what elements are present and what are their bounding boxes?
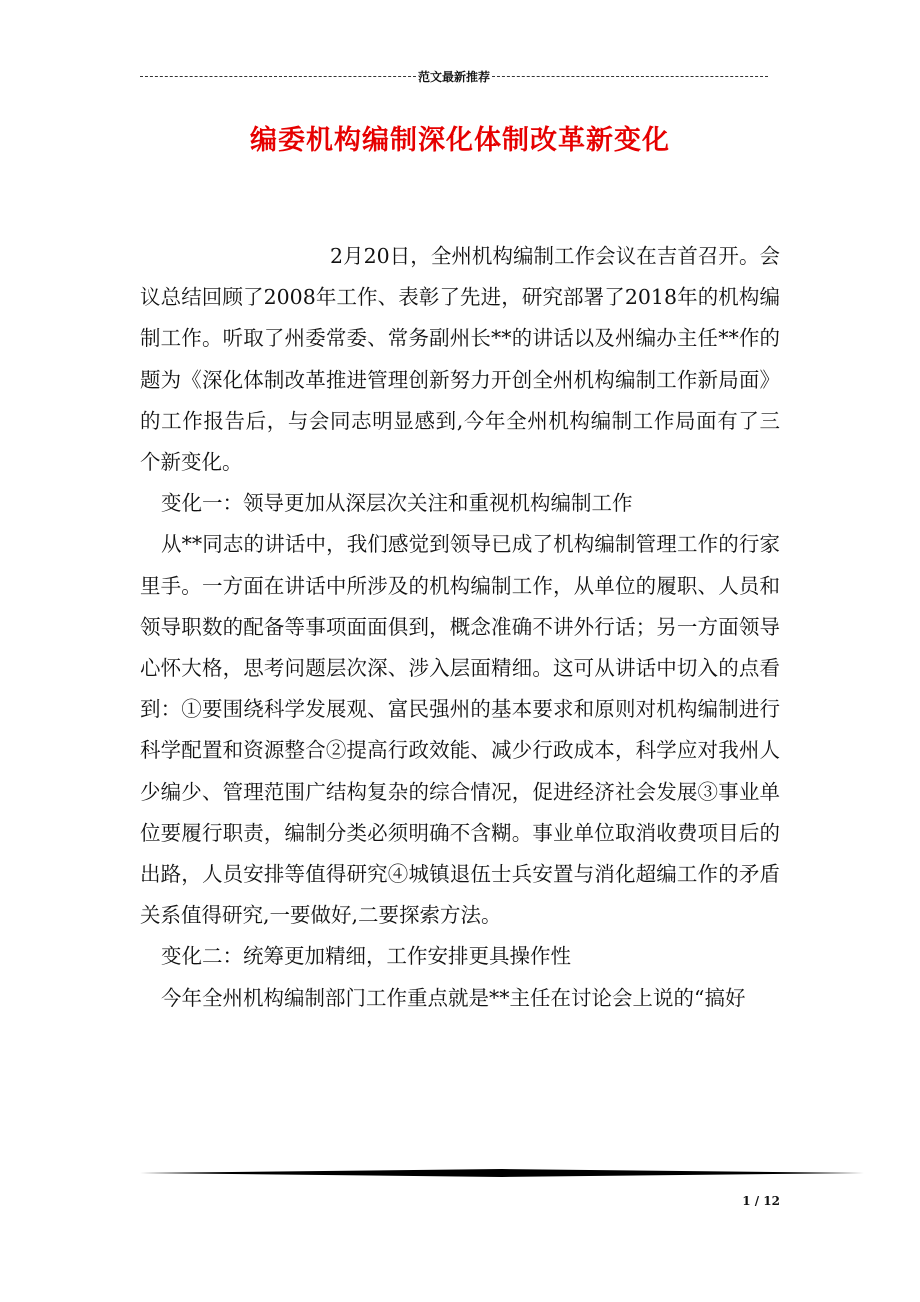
paragraph-change-two: 今年全州机构编制部门工作重点就是**主任在讨论会上说的“搞好	[161, 985, 746, 1010]
footer-rule	[140, 1168, 864, 1178]
document-body	[140, 236, 780, 1019]
paragraph-change-one: 从**同志的讲话中，我们感觉到领导已成了机构编制管理工作的行家里手。一方面在讲话中所涉及的机构编制工作，从单位的履职、人员和领导职数的配备等事项面面俱到，概念准确不讲外行话；另一方面领导心怀大格，思考问题层次深、涉入层面精细。这可从讲话中切入的点看到：①要围绕科学发展观、富民强州的基本要求和原则对机构编制进行科学配置和资源整合②提高行政效能、减少行政成本，科学应对我州人少编少、管理范围广结构复杂的综合情况，促进经济社会发展③事业单位要履行职责，编制分类必须明确不含糊。事业单位取消收费项目后的出路，人员安排等值得研究④城镇退伍士兵安置与消化超编工作的矛盾关系值得研究,一要做好,二要探索方法。	[140, 532, 780, 928]
section-heading-change-two: 变化二：统筹更加精细，工作安排更具操作性	[161, 944, 571, 969]
header-label: 范文最新推荐	[418, 69, 491, 84]
header-dash-left	[140, 76, 416, 77]
page-header	[140, 66, 768, 86]
header-dash-right	[492, 76, 768, 77]
document-title: 编委机构编制深化体制改革新变化	[250, 125, 670, 156]
page-number: 1 / 12	[742, 1194, 780, 1208]
paragraph-intro: 2月20日，全州机构编制工作会议在吉首召开。会议总结回顾了2008年工作、表彰了先进，研究部署了2018年的机构编制工作。听取了州委常委、常务副州长**的讲话以及州编办主任**作的题为《深化体制改革推进管理创新努力开创全州机构编制工作新局面》的工作报告后，与会同志明显感到,今年全州机构编制工作局面有了三个新变化。	[140, 244, 780, 475]
section-heading-change-one: 变化一：领导更加从深层次关注和重视机构编制工作	[161, 491, 633, 516]
